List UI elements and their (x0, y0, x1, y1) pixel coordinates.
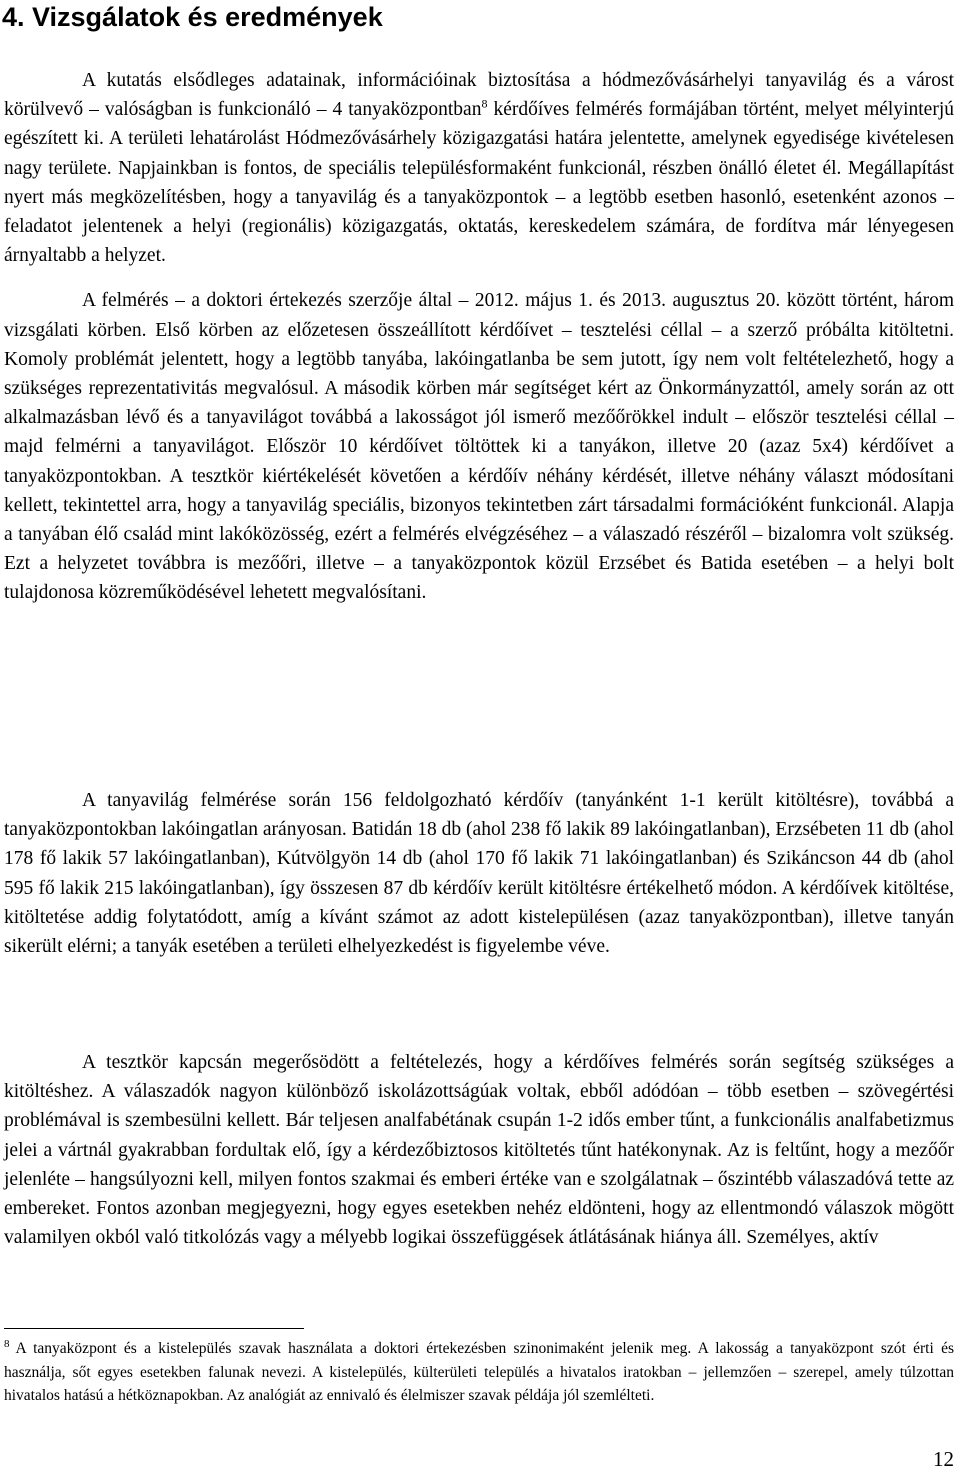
paragraph-block-3 (4, 1048, 954, 1252)
paragraph-1 (4, 66, 954, 270)
footnote-mark: 8 (4, 1337, 10, 1350)
paragraph-3: A tanyavilág felmérése során 156 feldolgozható kérdőív (tanyánként 1-1 került kitöltésre), továbbá a tanyaközpontokban lakóingatlan arányosan. Batidán 18 db (ahol 238 fő lakik 89 lakóingatlanban), Erzsébeten 11 db (ahol 178 fő lakik 57 lakóingatlanban), Kútvölgyön 14 db (ahol 170 fő lakik 71 lakóingatlanban) és Szikáncson 44 db (ahol 595 fő lakik 215 lakóingatlanban), így összesen 87 db kérdőív került kitöltésre értékelhető módon. A kérdőívek kitöltése, kitöltetése addig folytatódott, amíg a kívánt számot az adott kistelepülésen (azaz tanyaközpontban), illetve tanyán sikerült elérni; a tanyák esetében a területi elhelyezkedést is figyelembe véve. (4, 790, 954, 958)
paragraph-block-2 (4, 786, 954, 961)
paragraph-1-text-b: kérdőíves felmérés formájában történt, melyet mélyinterjú egészített ki. A területi lehatárolást Hódmezővásárhely közigazgatási határa jelentette, amelynek egyedisége kivételesen nagy területe. Napjainkban is fontos, de speciális településformaként funkcionál, részben önálló életet él. Megállapítást nyert más megközelítésben, hogy a tanyavilág és a tanyaközpontok – a legtöbb esetben hasonló, esetenként azonos – feladatot jelentenek a helyi (regionális) közigazgatás, oktatás, kereskedelem számára, de fordítva már lényegesen árnyaltabb a helyzet. (4, 99, 954, 267)
paragraph-1-text-a: A kutatás elsődleges adatainak, információinak biztosítása a hódmezővásárhelyi tanyavilág és a várost körülvevő – valóságban is funkcionáló – 4 tanyaközpontban (4, 70, 954, 121)
footnote-reference: 8 (481, 96, 488, 111)
paragraph-2: A felmérés – a doktori értekezés szerzője által – 2012. május 1. és 2013. augusztus 20. között történt, három vizsgálati körben. Első körben az előzetesen összeállított kérdőívet – tesztelési céllal – a szerző próbálta kitöltetni. Komoly problémát jelentett, hogy a legtöbb tanyába, lakóingatlanba be sem jutott, így nem volt feltételezhető, hogy a szükséges reprezentativitás megvalósul. A második körben már segítséget kért az Önkormányzattól, amely során az ott alkalmazásban lévő és a tanyavilágot továbbá a lakosságot jól ismerő mezőőrökkel indult – először tesztelési céllal – majd felmérni a tanyavilágot. Először 10 kérdőívet töltöttek ki a tanyákon, illetve 20 (azaz 5x4) kérdőívet a tanyaközpontokban. A tesztkör kiértékelését követően a kérdőív néhány kérdését, illetve néhány választ módosítani kellett, tekintettel arra, hogy a tanyavilág speciális, bizonyos tekintetben zárt társadalmi formációként funkcionál. Alapja a tanyában élő család mint lakóközösség, ezért a felmérés elvégzéséhez – a válaszadó részéről – bizalomra volt szükség. Ezt a helyzetet továbbra is mezőőri, illetve – a tanyaközpontok közül Erzsébet és Batida esetében – a helyi bolt tulajdonosa közreműködésével lehetett megvalósítani. (4, 290, 954, 604)
page-number: 12 (933, 1447, 954, 1471)
footnote-text: A tanyaközpont és a kistelepülés szavak használata a doktori értekezésben szinonimaként jelenik meg. A lakosság a tanyaközpont szót érti és használja, sőt egyes esetekben falunak nevezi. A kistelepülés, külterületi település a hivatalos iratokban – jellemzően – szerepel, amely túlzottan hivatalos hatású a hétköznapokban. Az analógiát az ennivaló és élelmiszer szavak példája jól szemlélteti. (4, 1340, 954, 1404)
paragraph-4: A tesztkör kapcsán megerősödött a feltételezés, hogy a kérdőíves felmérés során segítség szükséges a kitöltéshez. A válaszadók nagyon különböző iskolázottságúak voltak, ebből adódóan – több esetben – szövegértési problémával is szembesülni kellett. Bár teljesen analfabétának csupán 1-2 idős ember tűnt, a funkcionális analfabetizmus jelei a vártnál gyakrabban fordultak elő, így a kérdezőbiztosos kitöltetés tűnt hatékonynak. Az is feltűnt, hogy a mezőőr jelenléte – hangsúlyozni kell, milyen fontos szakmai és emberi értéke van e szolgálatnak – őszintébb válaszadóvá tette az embereket. Fontos azonban megjegyezni, hogy egyes esetekben nehéz eldönteni, hogy az ellentmondó válaszok mögött valamilyen okból való titkolózás vagy a mélyebb logikai összefüggések átlátásának hiánya áll. Személyes, aktív (4, 1052, 954, 1249)
section-heading: 4. Vizsgálatok és eredmények (2, 2, 383, 32)
paragraph-block-1 (4, 66, 954, 608)
footnote-divider (4, 1328, 304, 1329)
footnote (4, 1337, 954, 1408)
